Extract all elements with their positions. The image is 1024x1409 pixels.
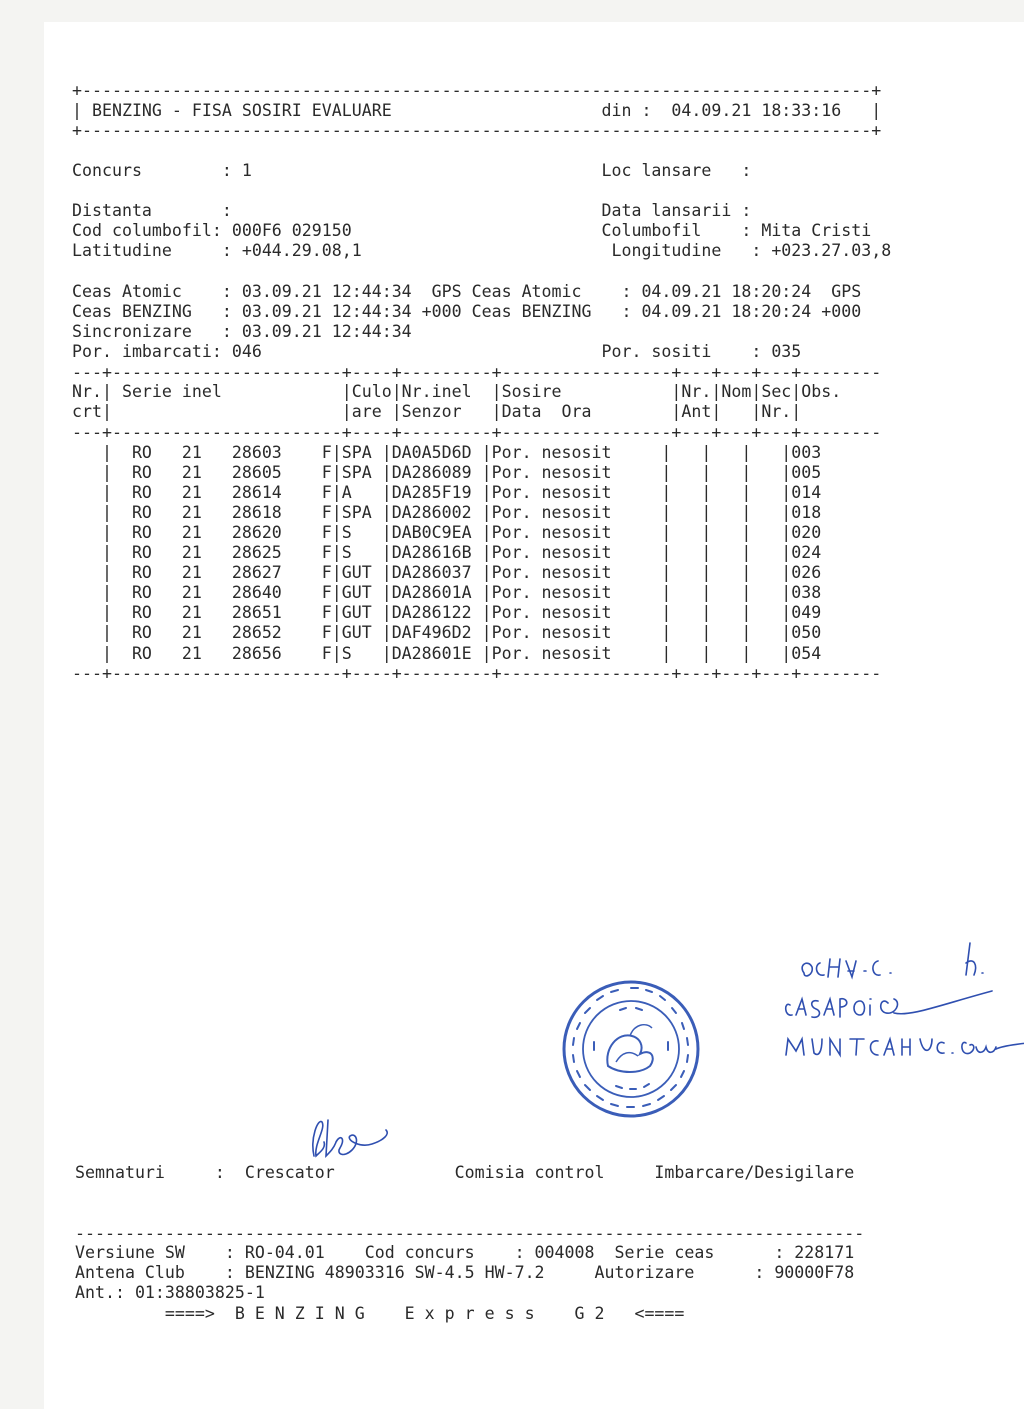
antenna-id-line: Ant.: 01:38803825-1 <box>75 1283 265 1302</box>
sync-line: Sincronizare : 03.09.21 12:44:34 <box>72 322 412 341</box>
benzing-express-banner: ====> B E N Z I N G E x p r e s s G 2 <==== <box>75 1304 685 1323</box>
table-row: | RO 21 28652 F|GUT |DAF496D2 |Por. nesosit | | | |050 <box>72 623 822 642</box>
commission-handwriting <box>760 935 1024 1075</box>
table-rule-bottom: ---+-----------------------+----+---------+-----------------+---+---+---+-------- <box>72 664 882 683</box>
signatures-line: Semnaturi : Crescator Comisia control Imbarcare/Desigilare <box>75 1163 855 1182</box>
software-version-line: Versiune SW : RO-04.01 Cod concurs : 004008 Serie ceas : 228171 <box>75 1243 855 1262</box>
footer-rule: ------------------------------------------------------------------------------- <box>75 1224 865 1243</box>
table-row: | RO 21 28618 F|SPA |DA286002 |Por. nesosit | | | |018 <box>72 503 822 522</box>
contest-line: Concurs : 1 Loc lansare : <box>72 161 752 180</box>
table-row: | RO 21 28605 F|SPA |DA286089 |Por. nesosit | | | |005 <box>72 463 822 482</box>
table-rule-mid: ---+-----------------------+----+---------+-----------------+---+---+---+-------- <box>72 423 882 442</box>
distance-line: Distanta : Data lansarii : <box>72 201 752 220</box>
table-row: | RO 21 28620 F|S |DAB0C9EA |Por. nesosit | | | |020 <box>72 523 822 542</box>
table-header-row-1: Nr.| Serie inel |Culo|Nr.inel |Sosire |Nr.|Nom|Sec|Obs. <box>72 382 842 401</box>
report-title: | BENZING - FISA SOSIRI EVALUARE din : 04.09.21 18:33:16 | <box>72 101 882 120</box>
table-header-row-2: crt| |are |Senzor |Data Ora |Ant| |Nr.| <box>72 402 802 421</box>
benzing-clock-line: Ceas BENZING : 03.09.21 12:44:34 +000 Ceas BENZING : 04.09.21 18:20:24 +000 <box>72 302 862 321</box>
table-row: | RO 21 28651 F|GUT |DA286122 |Por. nesosit | | | |049 <box>72 603 822 622</box>
table-row: | RO 21 28603 F|SPA |DA0A5D6D |Por. nesosit | | | |003 <box>72 443 822 462</box>
pigeons-count-line: Por. imbarcati: 046 Por. sositi : 035 <box>72 342 802 361</box>
antenna-club-line: Antena Club : BENZING 48903316 SW-4.5 HW-7.2 Autorizare : 90000F78 <box>75 1263 855 1282</box>
table-row: | RO 21 28627 F|GUT |DA286037 |Por. nesosit | | | |026 <box>72 563 822 582</box>
breeder-signature <box>300 1108 400 1168</box>
table-rule-top: ---+-----------------------+----+---------+-----------------+---+---+---+-------- <box>72 363 882 382</box>
header-rule-top: +-------------------------------------------------------------------------------+ <box>72 81 882 100</box>
table-row: | RO 21 28656 F|S |DA28601E |Por. nesosit | | | |054 <box>72 644 822 663</box>
table-row: | RO 21 28614 F|A |DA285F19 |Por. nesosit | | | |014 <box>72 483 822 502</box>
fancier-code-line: Cod columbofil: 000F6 029150 Columbofil : Mita Cristi <box>72 221 872 240</box>
coordinates-line: Latitudine : +044.29.08,1 Longitudine : +023.27.03,8 <box>72 241 892 260</box>
table-row: | RO 21 28640 F|GUT |DA28601A |Por. nesosit | | | |038 <box>72 583 822 602</box>
club-stamp <box>560 978 702 1120</box>
table-row: | RO 21 28625 F|S |DA28616B |Por. nesosit | | | |024 <box>72 543 822 562</box>
atomic-clock-line: Ceas Atomic : 03.09.21 12:44:34 GPS Ceas Atomic : 04.09.21 18:20:24 GPS <box>72 282 862 301</box>
header-rule-bottom: +-------------------------------------------------------------------------------+ <box>72 121 882 140</box>
